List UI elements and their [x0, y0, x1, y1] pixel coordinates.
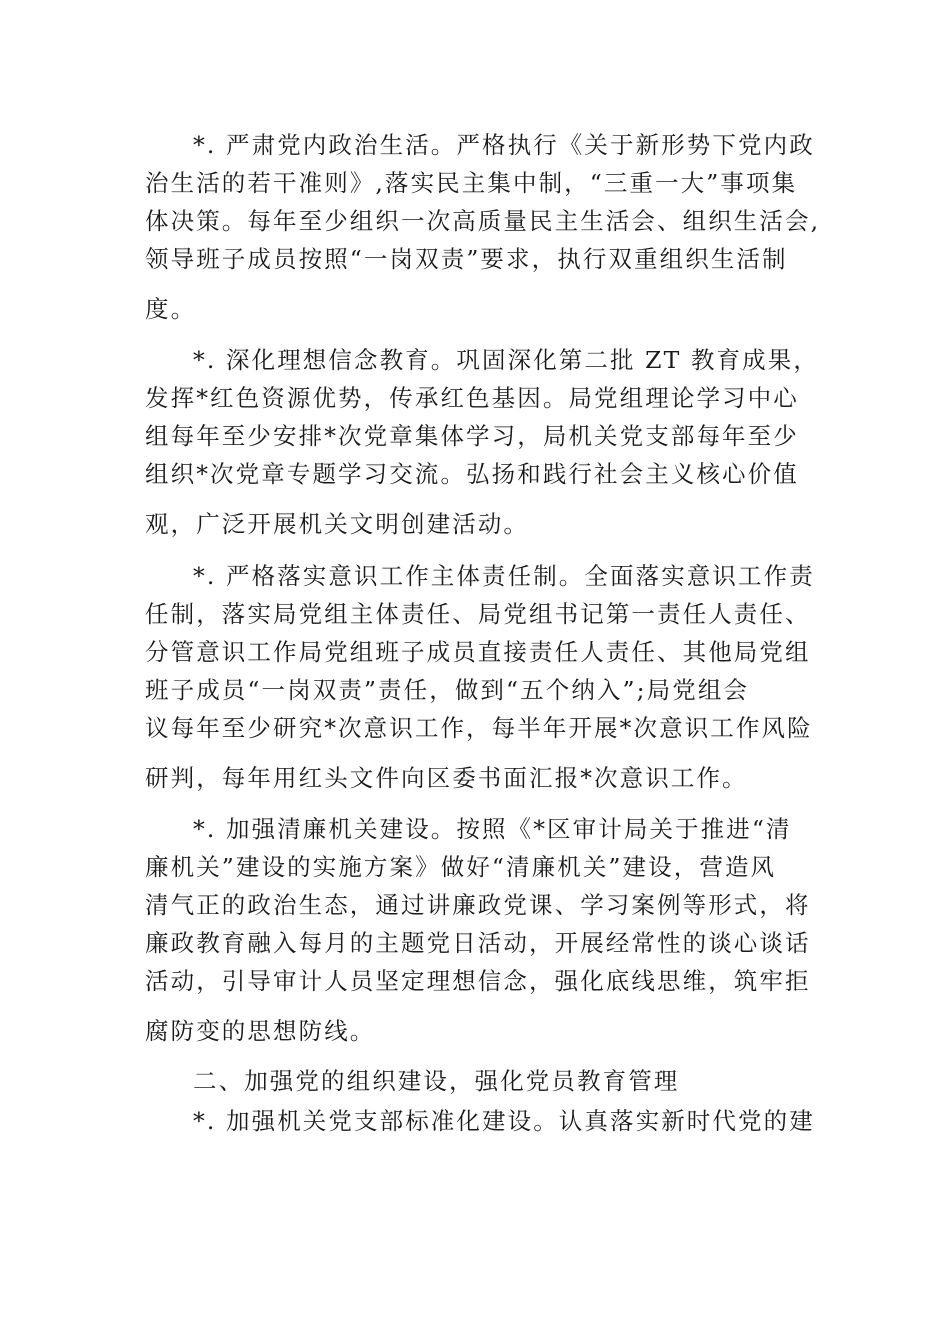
paragraph-line: 组织*次党章专题学习交流。弘扬和践行社会主义核心价值	[145, 460, 799, 488]
paragraph-line: 发挥*红色资源优势，传承红色基因。局党组理论学习中心	[145, 384, 799, 412]
paragraph-line: 体决策。每年至少组织一次高质量民主生活会、组织生活会,	[145, 207, 821, 235]
paragraph-political-life	[145, 126, 821, 328]
paragraph-line: 清气正的政治生态，通过讲廉政党课、学习案例等形式，将	[145, 891, 811, 919]
paragraph-line: 廉机关”建设的实施方案》做好“清廉机关”建设，营造风	[145, 853, 777, 881]
paragraph-line: 议每年至少研究*次意识工作，每半年开展*次意识工作风险	[145, 714, 813, 742]
paragraph-line: 任制，落实局党组主体责任、局党组书记第一责任人责任、	[145, 600, 811, 628]
paragraph-line: *. 加强机关党支部标准化建设。认真落实新时代党的建	[193, 1107, 815, 1135]
paragraph-line: 腐防变的思想防线。	[145, 1017, 376, 1045]
paragraph-line: 活动，引导审计人员坚定理想信念，强化底线思维，筑牢拒	[145, 967, 811, 995]
paragraph-line: 度。	[145, 295, 197, 323]
section-heading: 二、加强党的组织建设，强化党员教育管理	[193, 1067, 680, 1095]
paragraph-branch-standardization	[145, 1102, 815, 1140]
paragraph-line: 分管意识工作局党组班子成员直接责任人责任、其他局党组	[145, 638, 811, 666]
paragraph-line: *. 深化理想信念教育。巩固深化第二批 ZT 教育成果，	[193, 346, 819, 374]
paragraph-ideals-education	[145, 341, 819, 543]
paragraph-clean-organ	[145, 810, 811, 1050]
paragraph-line: 领导班子成员按照“一岗双责”要求，执行双重组织生活制	[145, 245, 788, 273]
paragraph-line: 治生活的若干准则》,落实民主集中制，“三重一大”事项集	[145, 169, 798, 197]
paragraph-line: 观，广泛开展机关文明创建活动。	[145, 510, 529, 538]
paragraph-line: 廉政教育融入每月的主题党日活动，开展经常性的谈心谈话	[145, 929, 811, 957]
paragraph-line: *. 严格落实意识工作主体责任制。全面落实意识工作责	[193, 562, 815, 590]
paragraph-line: 班子成员“一岗双责”责任，做到“五个纳入”;局党组会	[145, 676, 750, 704]
paragraph-line: *. 严肃党内政治生活。严格执行《关于新形势下党内政	[193, 131, 815, 159]
paragraph-line: 研判，每年用红头文件向区委书面汇报*次意识工作。	[145, 764, 748, 792]
paragraph-line: *. 加强清廉机关建设。按照《*区审计局关于推进“清	[193, 815, 792, 843]
paragraph-line: 组每年至少安排*次党章集体学习，局机关党支部每年至少	[145, 422, 799, 450]
paragraph-responsibility-system	[145, 557, 815, 797]
